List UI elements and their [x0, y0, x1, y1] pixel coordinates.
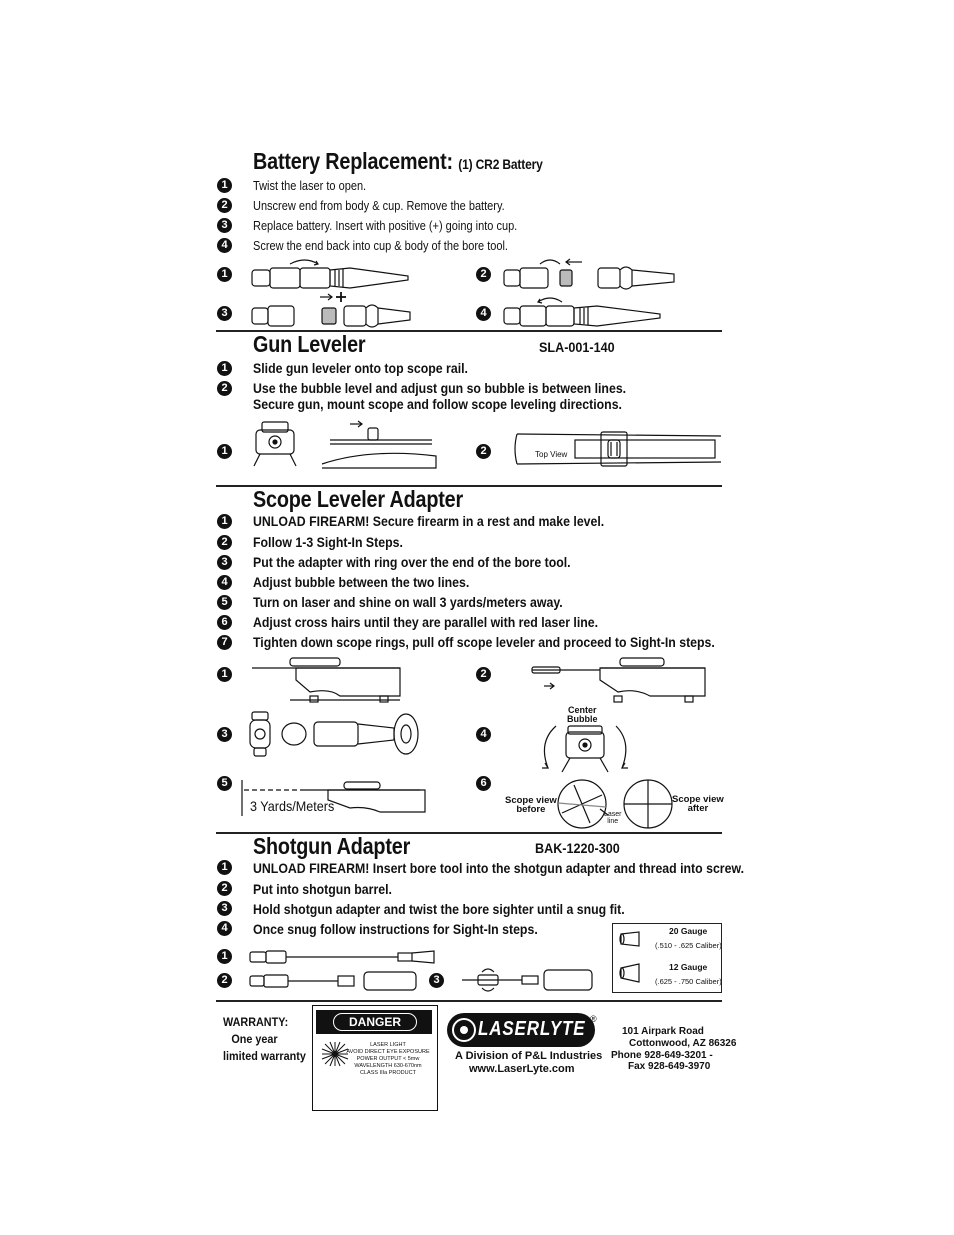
- rifle-with-bore-tool-illustration: [530, 656, 710, 706]
- bore-tool-open-illustration: [250, 256, 410, 292]
- diagram-number: 1: [217, 444, 232, 459]
- shotgun-step-2: Put into shotgun barrel.: [253, 881, 392, 897]
- registered-mark: ®: [590, 1014, 597, 1024]
- diagram-number: 2: [217, 973, 232, 988]
- step-number: 7: [217, 635, 232, 650]
- battery-step-4: Screw the end back into cup & body of the bore tool.: [253, 239, 508, 253]
- step-number: 2: [217, 198, 232, 213]
- diagram-number: 4: [476, 306, 491, 321]
- danger-text: LASER LIGHT AVOID DIRECT EYE EXPOSURE POWER OUTPUT < 5mw WAVELENGTH 630-670nm CLASS IIIa PRODUCT: [346, 1042, 430, 1076]
- laser-starburst-icon: [322, 1042, 348, 1066]
- diagram-number: 2: [476, 267, 491, 282]
- gun-leveler-mount-illustration: [250, 418, 440, 476]
- adapter-cone-icon: [619, 930, 641, 986]
- diagram-number: 1: [217, 267, 232, 282]
- diagram-number: 2: [476, 667, 491, 682]
- shotgun-step-1: UNLOAD FIREARM! Insert bore tool into the shotgun adapter and thread into screw.: [253, 860, 744, 876]
- gun-leveler-step-2b: Secure gun, mount scope and follow scope leveling directions.: [253, 396, 622, 412]
- shotgun-part-number: BAK-1220-300: [535, 840, 620, 856]
- top-view-label: Top View: [535, 450, 568, 459]
- distance-label: 3 Yards/Meters: [250, 798, 335, 814]
- step-number: 1: [217, 860, 232, 875]
- shotgun-barrel-insert-illustration: [248, 970, 418, 992]
- scope-after-label: Scope view after: [672, 794, 724, 814]
- scope-leveler-step-4: Adjust bubble between the two lines.: [253, 574, 470, 590]
- scope-leveler-step-6: Adjust cross hairs until they are parallel with red laser line.: [253, 614, 599, 630]
- laser-line-label: Laser line: [604, 811, 622, 825]
- step-number: 1: [217, 514, 232, 529]
- diagram-number: 4: [476, 727, 491, 742]
- shotgun-title: Shotgun Adapter: [253, 833, 411, 859]
- diagram-number: 1: [217, 667, 232, 682]
- scope-leveler-step-1: UNLOAD FIREARM! Secure firearm in a rest and make level.: [253, 513, 605, 529]
- shotgun-step-4: Once snug follow instructions for Sight-In steps.: [253, 921, 538, 937]
- twist-adapter-illustration: [460, 966, 595, 994]
- scope-leveler-step-7: Tighten down scope rings, pull off scope leveler and proceed to Sight-In steps.: [253, 634, 715, 650]
- shotgun-step-3: Hold shotgun adapter and twist the bore sighter until a snug fit.: [253, 901, 625, 917]
- battery-subtitle: (1) CR2 Battery: [458, 156, 543, 172]
- section-divider: [216, 1000, 722, 1002]
- step-number: 1: [217, 361, 232, 376]
- step-number: 2: [217, 381, 232, 396]
- address-line-2: Cottonwood, AZ 86326: [629, 1038, 737, 1049]
- bore-tool-close-illustration: [502, 290, 662, 330]
- diagram-number: 6: [476, 776, 491, 791]
- gun-leveler-top-view-illustration: [515, 428, 723, 470]
- adapter-ring-illustration: [244, 710, 424, 762]
- battery-title: Battery Replacement: (1) CR2 Battery: [253, 148, 543, 174]
- bubble-level-illustration: [536, 722, 636, 780]
- bore-tool-adapter-illustration: [248, 948, 438, 966]
- step-number: 4: [217, 921, 232, 936]
- bore-tool-insert-battery-illustration: [250, 290, 415, 330]
- step-number: 4: [217, 238, 232, 253]
- step-number: 5: [217, 595, 232, 610]
- danger-label: DANGER: [333, 1013, 417, 1031]
- gauge-12-label: 12 Gauge: [669, 962, 708, 972]
- division-text: A Division of P&L Industries: [455, 1050, 603, 1062]
- gun-leveler-title: Gun Leveler: [253, 331, 366, 357]
- gauge-12-caliber: (.625 - .750 Caliber): [655, 977, 722, 986]
- step-number: 6: [217, 615, 232, 630]
- diagram-number: 1: [217, 949, 232, 964]
- gun-leveler-step-1: Slide gun leveler onto top scope rail.: [253, 360, 468, 376]
- fax-number: Fax 928-649-3970: [628, 1061, 711, 1072]
- step-number: 1: [217, 178, 232, 193]
- gauge-20-label: 20 Gauge: [669, 926, 708, 936]
- battery-step-2: Unscrew end from body & cup. Remove the battery.: [253, 199, 505, 213]
- step-number: 3: [217, 218, 232, 233]
- gauge-20-caliber: (.510 - .625 Caliber): [655, 941, 722, 950]
- step-number: 2: [217, 535, 232, 550]
- bore-tool-remove-battery-illustration: [502, 256, 677, 292]
- scope-leveler-step-5: Turn on laser and shine on wall 3 yards/meters away.: [253, 594, 563, 610]
- scope-leveler-title: Scope Leveler Adapter: [253, 486, 464, 512]
- step-number: 2: [217, 881, 232, 896]
- rifle-in-rest-illustration: [250, 656, 405, 706]
- scope-leveler-step-3: Put the adapter with ring over the end of the bore tool.: [253, 554, 571, 570]
- laserlyte-logo-circle-icon: [451, 1017, 477, 1043]
- step-number: 4: [217, 575, 232, 590]
- step-number: 3: [217, 901, 232, 916]
- diagram-number: 3: [217, 306, 232, 321]
- brand-name: LASERLYTE: [478, 1018, 586, 1040]
- battery-step-3: Replace battery. Insert with positive (+) going into cup.: [253, 219, 518, 233]
- diagram-number: 2: [476, 444, 491, 459]
- diagram-number: 3: [429, 973, 444, 988]
- center-bubble-label: Center Bubble: [567, 705, 598, 724]
- warranty-block: WARRANTY: One year limited warranty: [223, 1015, 306, 1063]
- gun-leveler-part-number: SLA-001-140: [539, 339, 615, 355]
- step-number: 3: [217, 555, 232, 570]
- battery-step-1: Twist the laser to open.: [253, 179, 367, 193]
- diagram-number: 3: [217, 727, 232, 742]
- scope-leveler-step-2: Follow 1-3 Sight-In Steps.: [253, 534, 403, 550]
- diagram-number: 5: [217, 776, 232, 791]
- address-line-1: 101 Airpark Road: [622, 1026, 704, 1037]
- gun-leveler-step-2: Use the bubble level and adjust gun so bubble is between lines.: [253, 380, 627, 396]
- phone-number: Phone 928-649-3201 -: [611, 1050, 713, 1061]
- scope-before-label: Scope view before: [505, 795, 557, 815]
- website-link[interactable]: www.LaserLyte.com: [469, 1063, 575, 1075]
